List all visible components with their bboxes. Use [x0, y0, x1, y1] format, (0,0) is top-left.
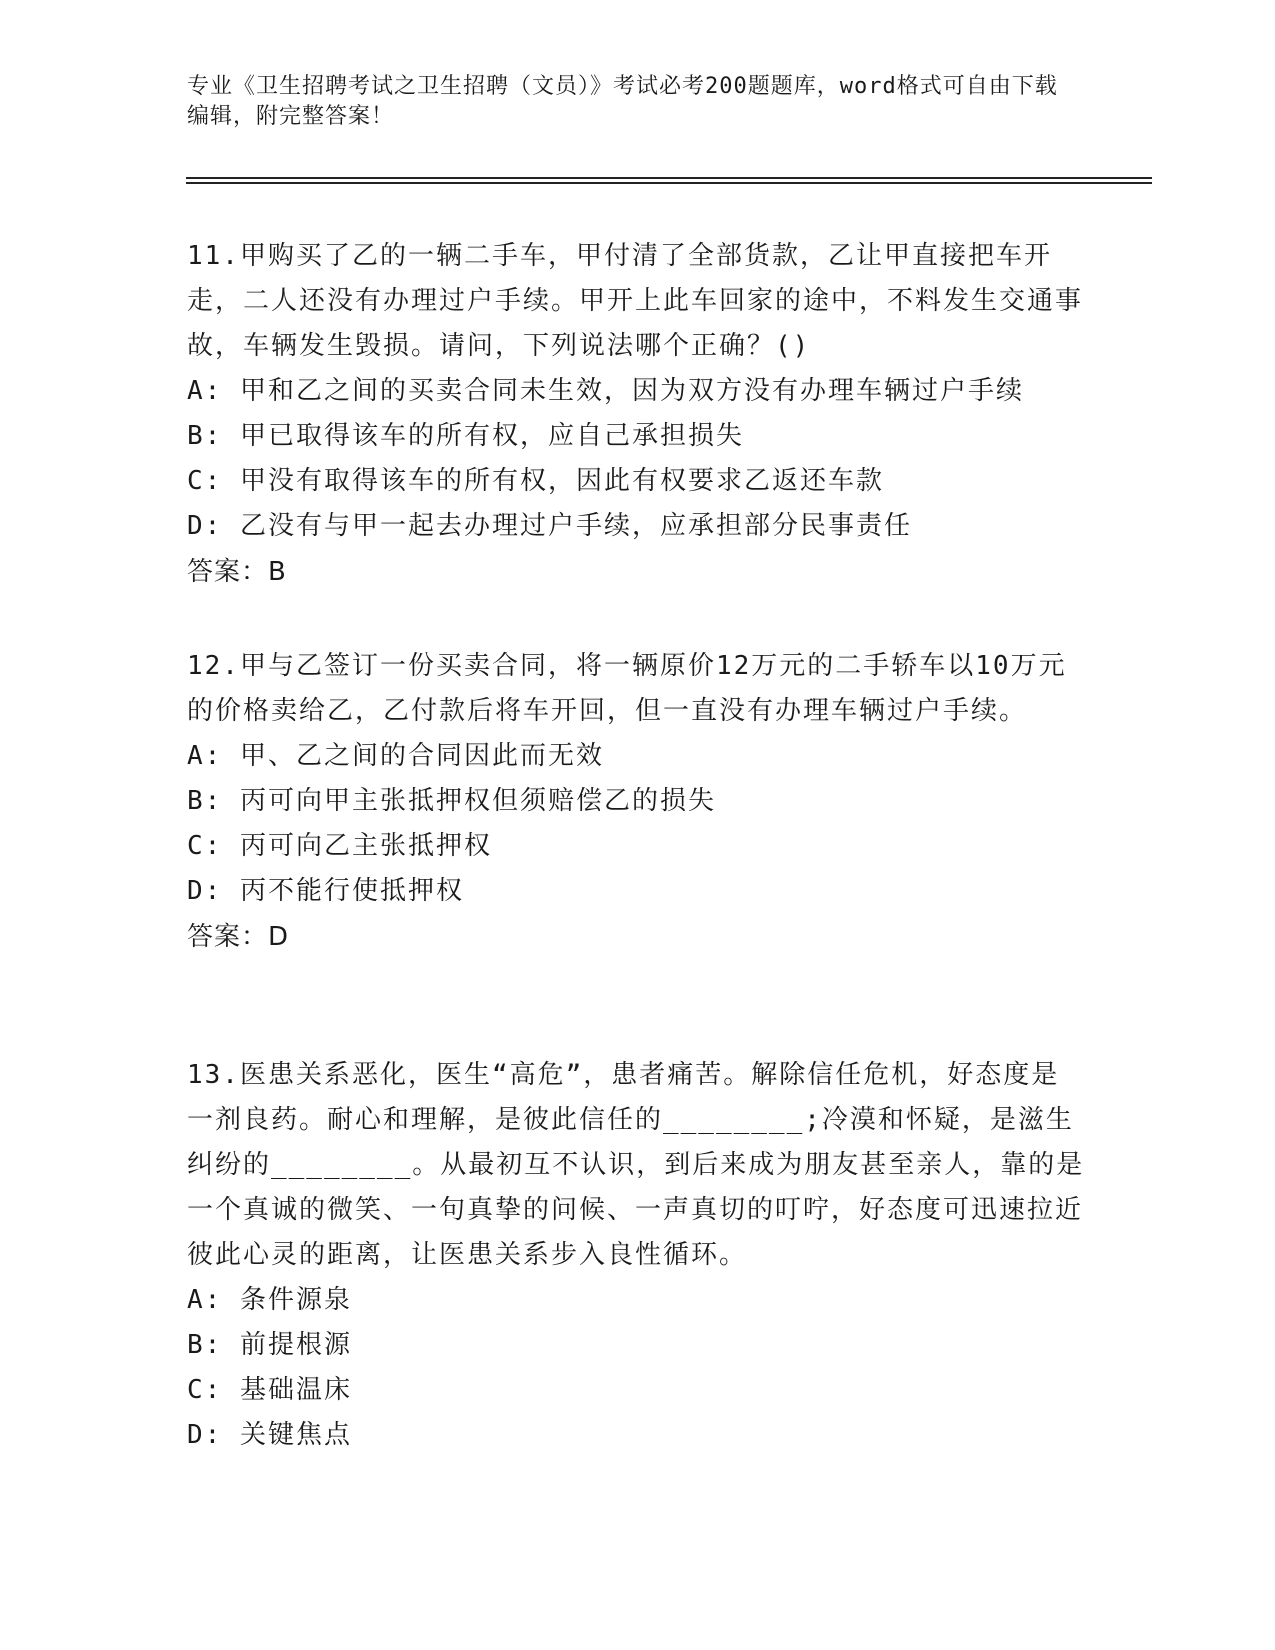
question-11	[187, 234, 1087, 595]
answer: 答案：B	[187, 557, 287, 587]
question-stem: 12.甲与乙签订一份买卖合同，将一辆原价12万元的二手轿车以10万元的价格卖给乙，乙付款后将车开回，但一直没有办理车辆过户手续。	[187, 651, 1067, 726]
option-d: D: 乙没有与甲一起去办理过户手续，应承担部分民事责任	[187, 511, 912, 541]
option-d: D: 关键焦点	[187, 1420, 352, 1450]
question-12	[187, 644, 1087, 960]
option-a: A: 甲和乙之间的买卖合同未生效，因为双方没有办理车辆过户手续	[187, 376, 1024, 406]
header-divider-double	[186, 182, 1152, 184]
option-b: B: 丙可向甲主张抵押权但须赔偿乙的损失	[187, 786, 716, 816]
question-13	[187, 1053, 1087, 1458]
option-c: C: 基础温床	[187, 1375, 352, 1405]
option-d: D: 丙不能行使抵押权	[187, 876, 464, 906]
header-divider	[186, 177, 1152, 179]
answer: 答案：D	[187, 922, 290, 952]
option-c: C: 甲没有取得该车的所有权，因此有权要求乙返还车款	[187, 466, 884, 496]
option-a: A: 条件源泉	[187, 1285, 352, 1315]
option-a: A: 甲、乙之间的合同因此而无效	[187, 741, 604, 771]
question-stem: 11.甲购买了乙的一辆二手车，甲付清了全部货款，乙让甲直接把车开走，二人还没有办理过户手续。甲开上此车回家的途中，不料发生交通事故，车辆发生毁损。请问，下列说法哪个正确？()	[187, 241, 1084, 361]
option-c: C: 丙可向乙主张抵押权	[187, 831, 492, 861]
document-header: 专业《卫生招聘考试之卫生招聘（文员）》考试必考200题题库，word格式可自由下载编辑，附完整答案！	[187, 74, 1058, 129]
question-stem: 13.医患关系恶化，医生“高危”，患者痛苦。解除信任危机，好态度是一剂良药。耐心和理解，是彼此信任的________;冷漠和怀疑，是滋生纠纷的________。从最初互不认识，到后来成为朋友甚至亲人，靠的是一个真诚的微笑、一句真挚的问候、一声真切的叮咛，好态度可迅速拉近彼此心灵的距离，让医患关系步入良性循环。	[187, 1060, 1085, 1270]
option-b: B: 前提根源	[187, 1330, 352, 1360]
option-b: B: 甲已取得该车的所有权，应自己承担损失	[187, 421, 744, 451]
